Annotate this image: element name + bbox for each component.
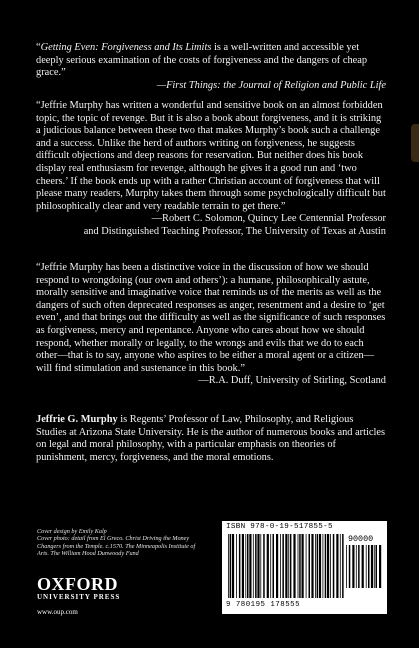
barcode-bar [280, 534, 281, 598]
barcode-bar [315, 534, 316, 598]
barcode-bar [349, 545, 351, 588]
barcode-bar [293, 534, 295, 598]
barcode-bar [317, 534, 319, 598]
barcode-addon-bars [346, 545, 384, 588]
barcode-bar [253, 534, 254, 598]
barcode-bar [356, 545, 357, 588]
barcode-bar [302, 534, 304, 598]
isbn-number: ISBN 978-0-19-517855-5 [226, 523, 333, 531]
price-code: 90000 [348, 534, 374, 544]
barcode-bar [276, 534, 278, 598]
barcode-bar [267, 534, 269, 598]
barcode-bar [270, 534, 271, 598]
barcode-bar [257, 534, 259, 598]
barcode-bar [245, 534, 246, 598]
barcode-bar [358, 545, 360, 588]
barcode-bar [306, 534, 307, 598]
quote-text: “Jeffrie Murphy has been a distinctive voice in the discussion of how we should respond to wrongdoing (our own and others’): a humane, philosophically astute, morally sensitive and imaginative voice that reminds us of the merits as well as the dangers of such often deprecated responses as anger, resentment and a desire to ‘get even’, and that brings out the difficulty as well as the significance of such responses as forgiveness, mercy and repentance. Anyone who cares about how we should respond, whether morally or legally, to the wrongs and evils that we do to each other—that is to say, anyone who aspires to be either a moral agent or a citizen—will find stimulation and sustenance in this book.” [36, 262, 386, 374]
barcode-bar [242, 534, 244, 598]
barcode-bar [282, 534, 284, 598]
quote-text: is a well-written and accessible yet deeply serious examination of the costs of forgiveness and the dangers of cheap grace.” [36, 42, 368, 79]
barcode-bar [319, 534, 321, 598]
barcode-bar [340, 534, 341, 598]
cover-photo-credit: Cover photo: detail from El Greco. Christ Driving the Money Changers from the Temple. c.1570. The Minneapolis Institute of Arts. The William Hood Dunwoody Fund [37, 535, 196, 558]
barcode-bar [236, 534, 237, 598]
barcode-bar [371, 545, 373, 588]
barcode-bar [342, 534, 344, 598]
review-quote-first-things [36, 42, 386, 92]
barcode-bar [247, 534, 249, 598]
barcode-bar [309, 534, 311, 598]
review-quote-solomon [36, 100, 386, 239]
barcode-bar [230, 534, 232, 598]
quote-text: “Jeffrie Murphy has written a wonderful and sensitive book on an almost forbidden topic, the topic of revenge. But it is also a book about forgiveness, and it is striking a judicious balance between these two that makes Murphy’s book such a challenge and a success. Unlike the herd of authors writing on forgiveness, he suggests difficult objections and deep reasons for reservation. But neither does his book display real enthusiasm for revenge, although he gives it a good run and ‘two cheers.’ If the book ends up with a rather Christian account of forgiveness that will please many readers, Murphy takes them through some psychologically difficult but philosophically clear and very readable terrain to get there.” [36, 100, 386, 212]
edge-decoration [411, 124, 419, 162]
barcode-bar [352, 545, 354, 588]
author-bio [36, 414, 386, 464]
barcode-bar [323, 534, 324, 598]
barcode-bar [366, 545, 367, 588]
barcode-bar [249, 534, 251, 598]
barcode-bar [376, 545, 378, 588]
barcode-bar [288, 534, 289, 598]
barcode-bar [232, 534, 234, 598]
barcode-bar [325, 534, 327, 598]
barcode-bar [362, 545, 364, 588]
author-bio-text: is Regents’ Professor of Law, Philosophy, and Religious Studies at Arizona State University. He is the author of numerous books and articles on legal and moral philosophy, with a particular emphasis on theories of punishment, mercy, forgiveness, and the moral emotions. [36, 414, 386, 463]
barcode-bar [379, 545, 381, 588]
barcode-bar [255, 534, 257, 598]
barcode-bar [263, 534, 265, 598]
book-title: Getting Even: Forgiveness and Its Limits [40, 42, 212, 53]
barcode-bar [260, 534, 261, 598]
barcode-bar [333, 534, 335, 598]
barcode-bar [285, 534, 287, 598]
quote-attribution-line1: —Robert C. Solomon, Quincy Lee Centennial Professor [151, 213, 386, 225]
quote-attribution: —R.A. Duff, University of Stirling, Scotland [198, 375, 386, 387]
barcode-bar [290, 534, 292, 598]
barcode-bar [336, 534, 338, 598]
barcode-bar [228, 534, 229, 598]
barcode-bar [298, 534, 299, 598]
isbn-barcode [222, 521, 387, 614]
barcode-bar [327, 534, 329, 598]
review-quote-duff [36, 262, 386, 388]
publisher-logo: OXFORD [37, 574, 118, 594]
barcode-bar [311, 534, 313, 598]
barcode-bar [330, 534, 331, 598]
barcode-bar [239, 534, 241, 598]
barcode-bar [368, 545, 370, 588]
publisher-subtitle: UNIVERSITY PRESS [37, 593, 121, 601]
quote-attribution-line2: and Distinguished Teaching Professor, The University of Texas at Austin [83, 225, 386, 237]
publisher-url: www.oup.com [37, 608, 78, 616]
quote-attribution: —First Things: the Journal of Religion and Public Life [156, 79, 386, 91]
cover-credits [37, 528, 207, 558]
author-name: Jeffrie G. Murphy [36, 414, 118, 425]
barcode-bar [374, 545, 375, 588]
barcode-bars [228, 534, 346, 598]
cover-design-credit: Cover design by Emily Kalp [37, 528, 107, 535]
ean-number: 9 780195 178555 [226, 601, 301, 609]
open-quote: “ [36, 42, 41, 53]
barcode-bar [273, 534, 275, 598]
barcode-bar [346, 545, 347, 588]
barcode-bar [299, 534, 301, 598]
